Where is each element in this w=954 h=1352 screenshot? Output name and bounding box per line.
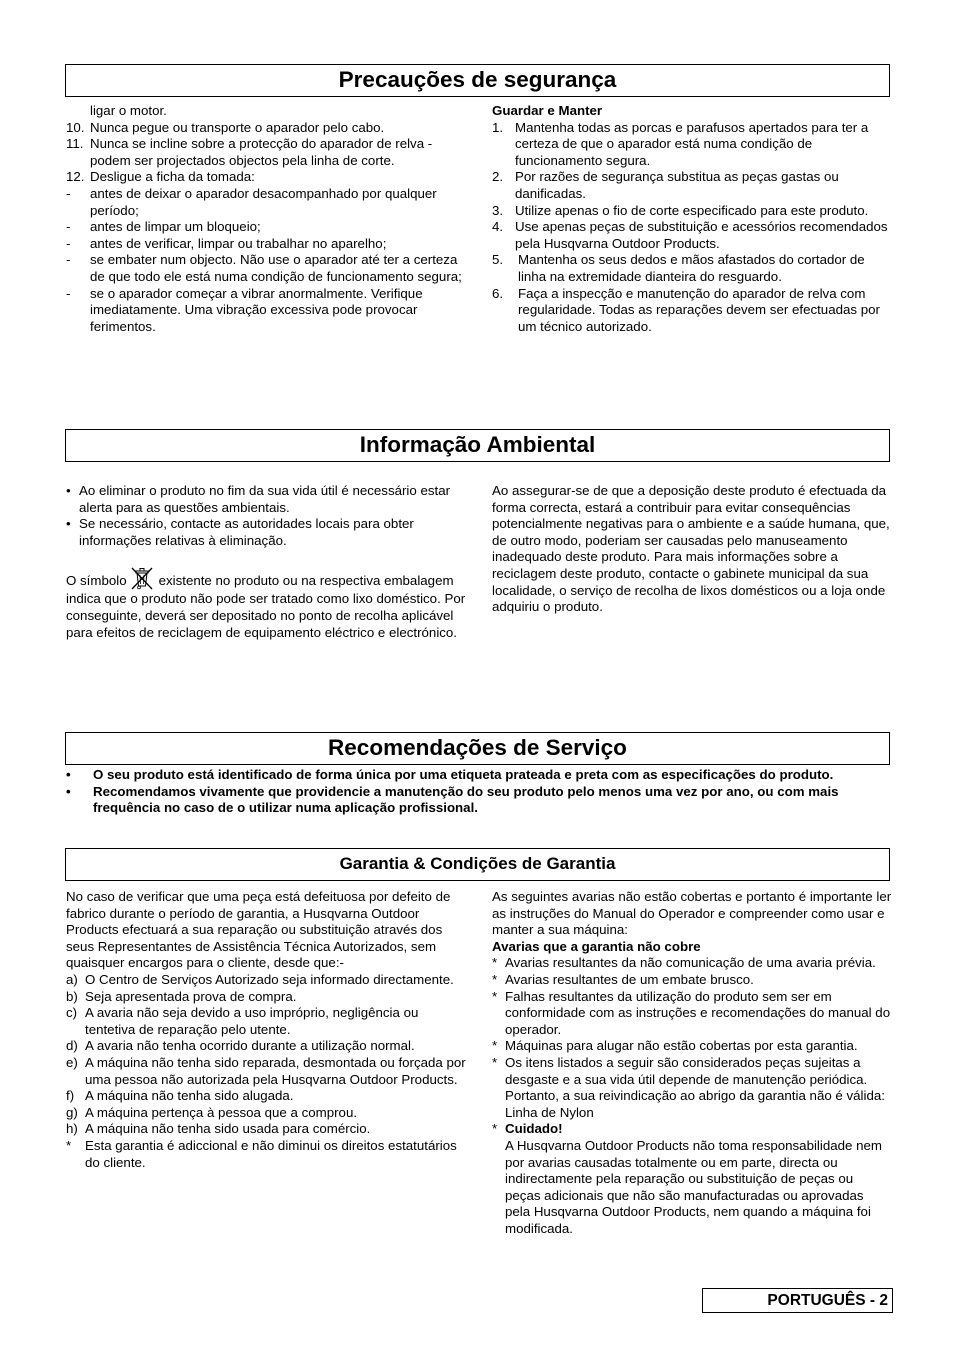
maintain-item: 6. Faça a inspecção e manutenção do aparador de relva com regularidade. Todas as reparações devem ser efectuadas por um técnico autorizado. <box>492 285 880 334</box>
warranty-condition: b) Seja apresentada prova de compra. <box>66 988 297 1004</box>
warranty-condition: g) A máquina pertença à pessoa que a comprou. <box>66 1104 358 1120</box>
warranty-condition: e) A máquina não tenha sido reparada, desmontada ou forçada por uma pessoa não autorizada pela Husqvarna Outdoor Products. <box>66 1054 466 1087</box>
environment-left-column <box>66 483 468 641</box>
caution-text: A Husqvarna Outdoor Products não toma responsabilidade nem por avarias causadas totalmente ou em parte, directa ou indirectamente pela reparação ou substituição de peças ou peças adicionais que não são manufacturadas ou aprovadas pela Husqvarna Outdoor Products, nem quando a máquina foi modificada. <box>505 1137 882 1236</box>
safety-subitem: - antes de verificar, limpar ou trabalhar no aparelho; <box>66 235 387 251</box>
service-bullet: • Recomendamos vivamente que providencie a manutenção do seu produto pelo menos uma vez por ano, ou com mais frequência no caso de o utilizar numa aplicação profissional. <box>66 783 839 816</box>
safety-subitem: - se o aparador começar a vibrar anormalmente. Verifique imediatamente. Uma vibração excessiva pode provocar ferimentos. <box>66 285 423 334</box>
safety-left-column <box>66 103 468 335</box>
environment-paragraph: Ao assegurar-se de que a deposição deste produto é efectuada da forma correcta, estará a contribuir para evitar consequências potencialmente negativas para o ambiente e a saúde humana, que, de outro modo, poderiam ser causadas pelo manuseamento inadequado deste produto. Para mais informações sobre a reciclagem deste produto, contacte o gabinete municipal da sua localidade, o serviço de recolha de lixos domésticos ou a loja onde adquiriu o produto. <box>492 483 890 615</box>
exclusions-heading: Avarias que a garantia não cobre <box>492 938 701 954</box>
environment-right-column <box>492 483 892 616</box>
service-bullet: • O seu produto está identificado de forma única por uma etiqueta prateada e preta com as especificações do produto. <box>66 767 834 782</box>
exclusion-item: * Avarias resultantes da não comunicação de uma avaria prévia. <box>492 955 876 971</box>
page-footer-language: PORTUGUÊS - 2 <box>702 1288 893 1313</box>
caution-label: Cuidado! <box>505 1121 563 1137</box>
maintain-item: 2. Por razões de segurança substitua as peças gastas ou danificadas. <box>492 169 839 201</box>
warranty-left-column <box>66 889 468 1171</box>
section-title-warranty: Garantia & Condições de Garantia <box>65 848 890 881</box>
warranty-note: * Esta garantia é adiccional e não diminui os direitos estatutários do cliente. <box>66 1137 457 1170</box>
section-title-safety: Precauções de segurança <box>65 64 890 97</box>
caution-item: * Cuidado! A Husqvarna Outdoor Products não toma responsabilidade nem por avarias causadas totalmente ou em parte, directa ou indirectamente pela reparação ou substituição de peças ou peças adicionais que não são manufacturadas ou aprovadas pela Husqvarna Outdoor Products, nem quando a máquina foi modificada. <box>492 1121 892 1237</box>
section-title-service: Recomendações de Serviço <box>65 732 890 765</box>
maintain-item: 1. Mantenha todas as porcas e parafusos apertados para ter a certeza de que o aparador está numa condição de funcionamento segura. <box>492 119 869 168</box>
safety-subitem: - antes de deixar o aparador desacompanhado por qualquer período; <box>66 185 437 218</box>
safety-right-column <box>492 103 892 335</box>
safety-subitem: - antes de limpar um bloqueio; <box>66 219 261 235</box>
exclusion-item: * Falhas resultantes da utilização do produto sem ser em conformidade com as instruções e recomendações do manual do operador. <box>492 988 891 1037</box>
safety-item: 12. Desligue a ficha da tomada: <box>66 169 255 185</box>
section-title-environment: Informação Ambiental <box>65 429 890 462</box>
environment-bullet: • Ao eliminar o produto no fim da sua vida útil é necessário estar alerta para as questões ambientais. <box>66 483 451 515</box>
warranty-condition: f) A máquina não tenha sido alugada. <box>66 1088 294 1104</box>
exclusion-item: * Máquinas para alugar não estão cobertas por esta garantia. <box>492 1038 858 1054</box>
warranty-intro: No caso de verificar que uma peça está defeituosa por defeito de fabrico durante o período de garantia, a Husqvarna Outdoor Products efectuará a sua reparação ou substituição através dos seus Representantes de Assistência Técnica Autorizados, sem quaisquer encargos para o cliente, desde que:- <box>66 889 451 971</box>
crossed-bin-icon <box>129 565 155 591</box>
maintain-item: 4. Use apenas peças de substituição e acessórios recomendados pela Husqvarna Outdoor Products. <box>492 219 888 251</box>
service-list <box>66 767 886 817</box>
warranty-condition: d) A avaria não tenha ocorrido durante a utilização normal. <box>66 1038 415 1054</box>
safety-item-continued: ligar o motor. <box>90 103 167 118</box>
exclusion-item: * Os itens listados a seguir são considerados peças sujeitas a desgaste e a sua vida útil depende de manutenção periódica. Portanto, a sua reivindicação ao abrigo da garantia não é válida: Linha de Nylon <box>492 1054 885 1120</box>
exclusions-intro: As seguintes avarias não estão cobertas e portanto é importante ler as instruções do Manual do Operador e compreender como usar e manter a sua máquina: <box>492 889 892 938</box>
warranty-condition: a) O Centro de Serviços Autorizado seja informado directamente. <box>66 971 454 987</box>
environment-bullet: • Se necessário, contacte as autoridades locais para obter informações relativas à eliminação. <box>66 516 414 548</box>
safety-item: 11. Nunca se incline sobre a protecção do aparador de relva - podem ser projectados objectos pela linha de corte. <box>66 136 433 168</box>
weee-paragraph: O símbolo existente no produto ou na respectiva embalagem indica que o produto não pode ser tratado como lixo doméstico. Por conseguinte, deverá ser depositado no ponto de recolha aplicável para efeitos de reciclagem de equipamento eléctrico e electrónico. <box>66 565 468 641</box>
safety-item: 10. Nunca pegue ou transporte o aparador pelo cabo. <box>66 119 385 135</box>
warranty-condition: h) A máquina não tenha sido usada para comércio. <box>66 1121 371 1137</box>
store-maintain-heading: Guardar e Manter <box>492 103 603 118</box>
maintain-item: 3. Utilize apenas o fio de corte especificado para este produto. <box>492 202 869 218</box>
exclusion-item: * Avarias resultantes de um embate brusco. <box>492 971 754 987</box>
maintain-item: 5. Mantenha os seus dedos e mãos afastados do cortador de linha na extremidade dianteira do resguardo. <box>492 252 865 284</box>
warranty-right-column <box>492 889 892 1237</box>
safety-subitem: - se embater num objecto. Não use o aparador até ter a certeza de que todo ele está numa condição de funcionamento segura; <box>66 252 462 284</box>
warranty-condition: c) A avaria não seja devido a uso impróprio, negligência ou tentetiva de reparação pelo utente. <box>66 1005 419 1037</box>
